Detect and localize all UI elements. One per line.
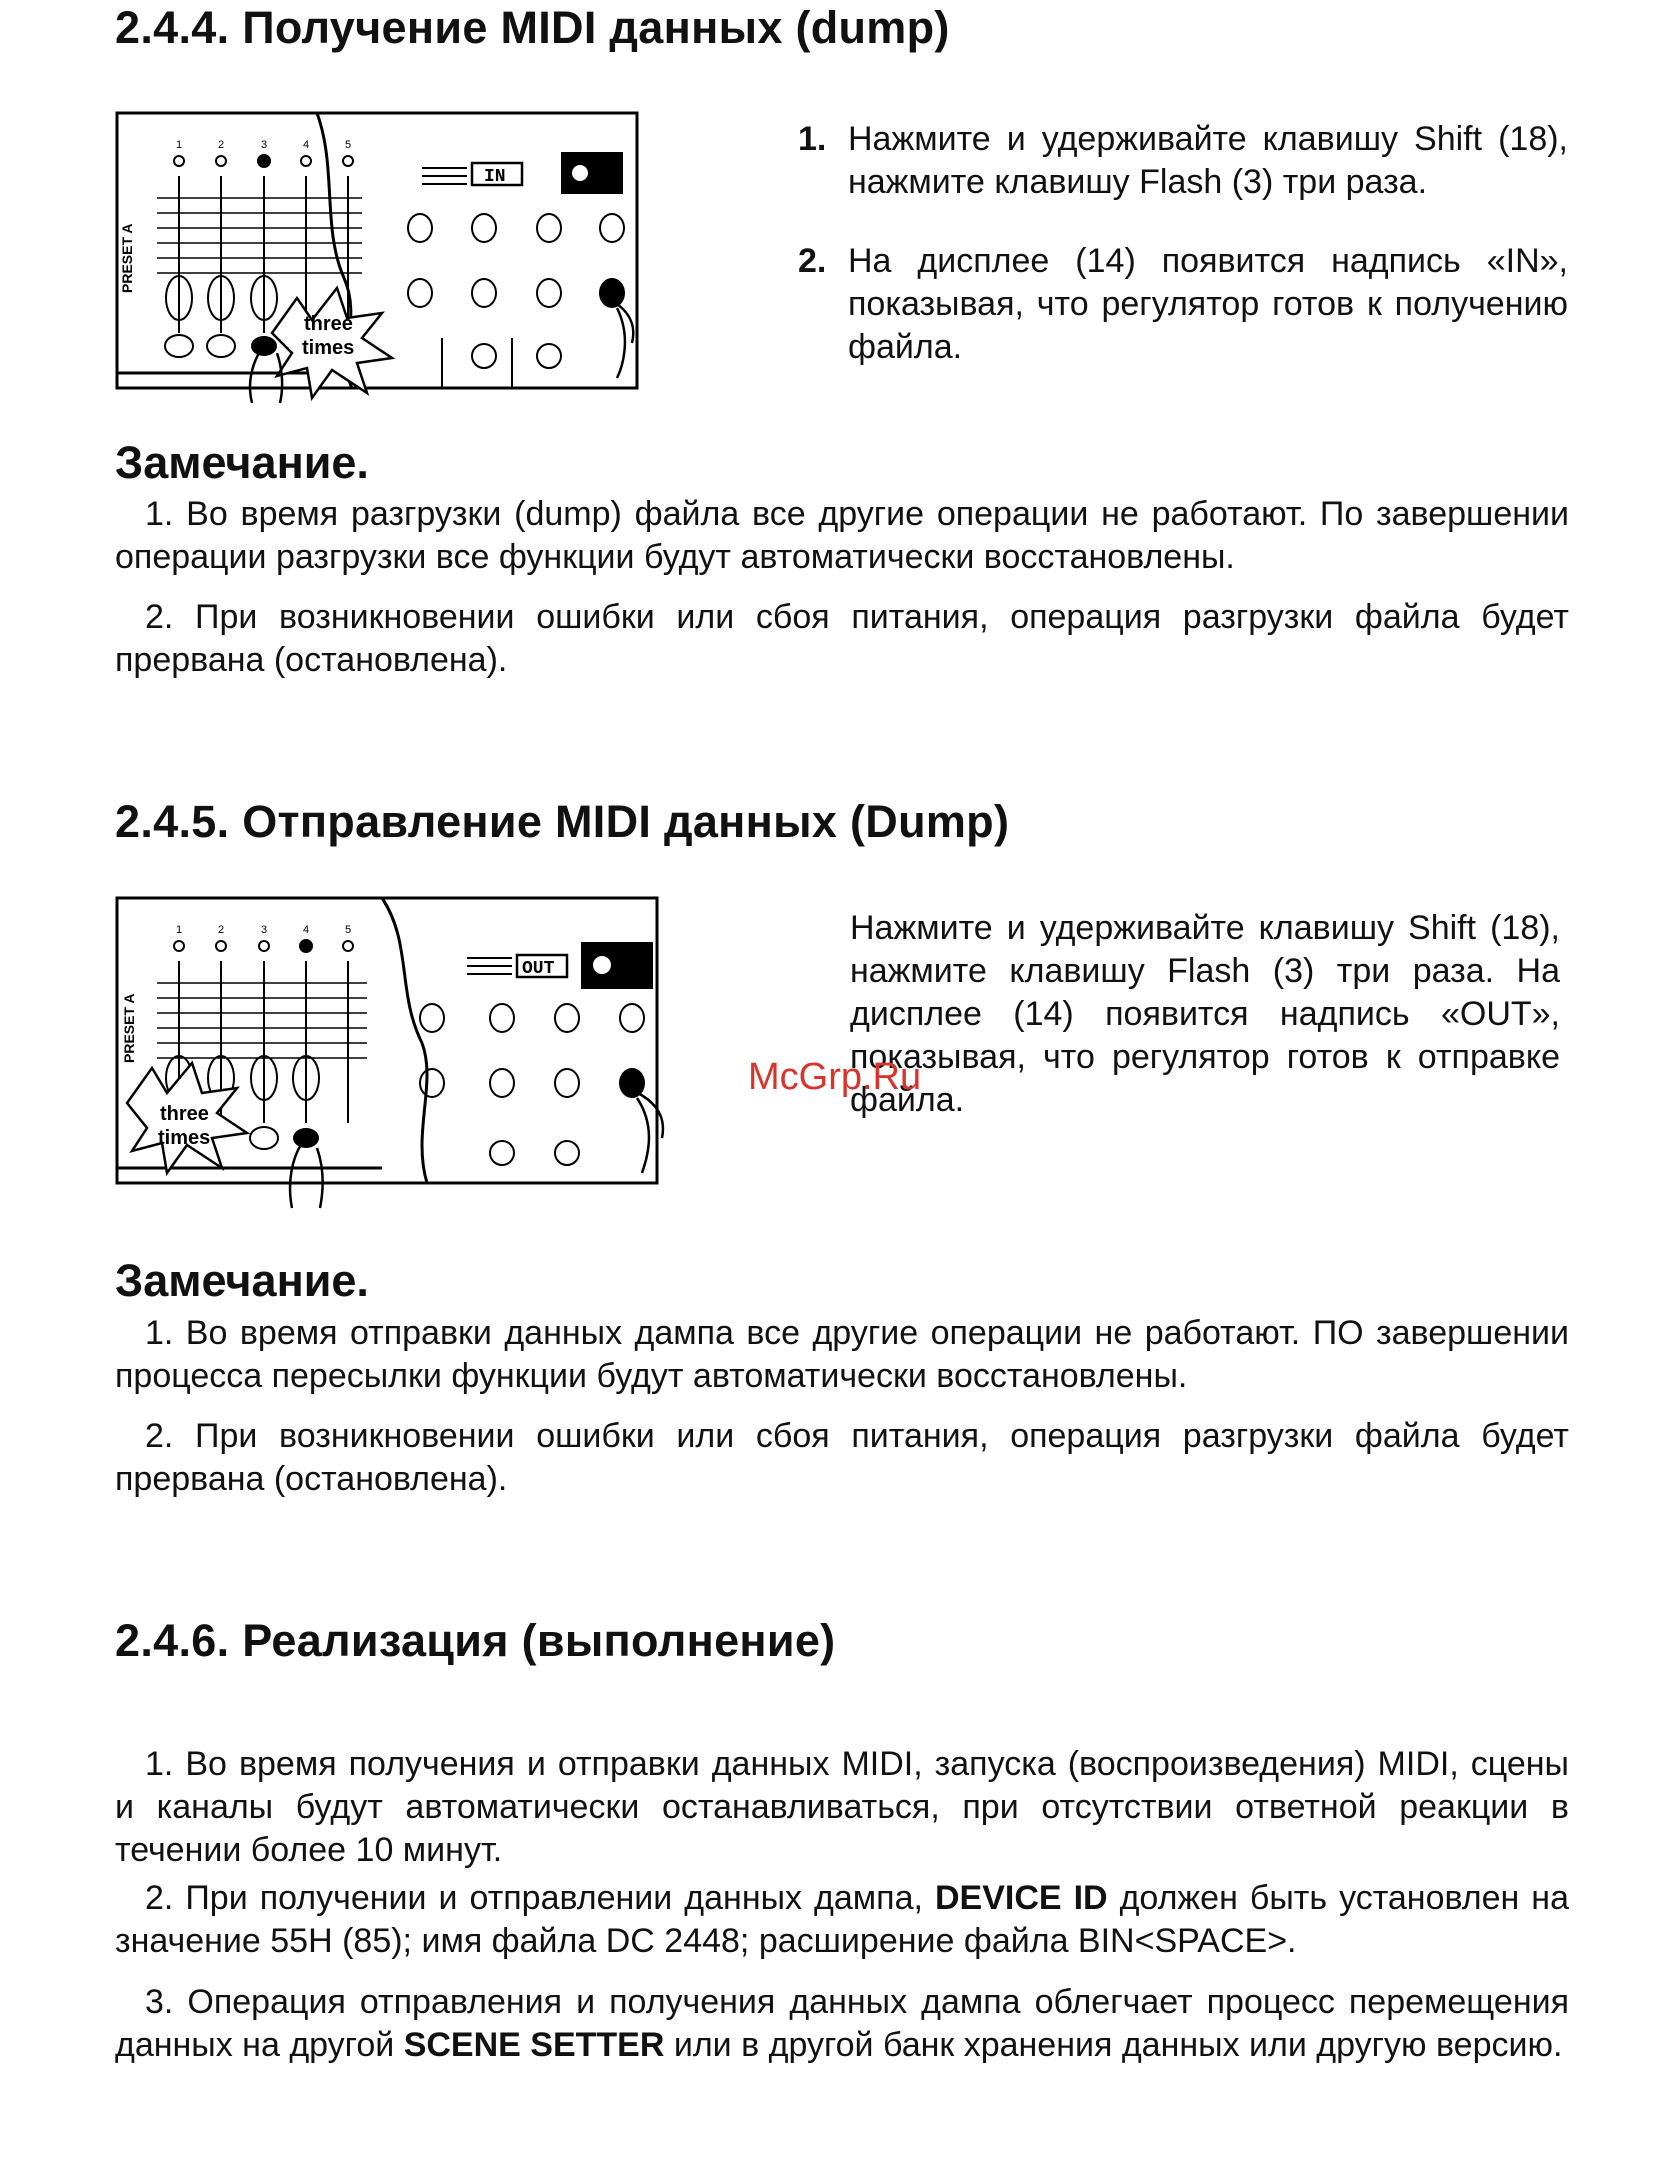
note-heading: Замечание. xyxy=(115,1255,369,1306)
section-title-2-4-6: 2.4.6. Реализация (выполнение) xyxy=(115,1615,836,1666)
controller-illustration-receive xyxy=(112,108,672,408)
channel-number: 4 xyxy=(303,924,310,936)
impl-p3-text-a: 3. Операция отправления и получения данных дампа облегчает процесс перемещения данных на другой xyxy=(115,1983,1569,2064)
step-1-receive xyxy=(798,118,1568,204)
note-2: 2. При возникновении ошибки или сбоя питания, операция разгрузки файла будет прервана (остановлена). xyxy=(115,1417,1569,1498)
watermark: McGrp.Ru xyxy=(748,1056,922,1098)
display-readout: OUT xyxy=(522,959,555,979)
callout-times: times xyxy=(302,337,355,359)
step-2-receive xyxy=(798,240,1568,369)
impl-paragraph-3 xyxy=(115,1981,1569,2067)
channel-number: 2 xyxy=(218,139,225,151)
note-1: 1. Во время разгрузки (dump) файла все другие операции не работают. По завершении операции разгрузки все функции будут автоматически восстановлены. xyxy=(115,495,1569,576)
preset-label: PRESET A xyxy=(119,223,135,293)
callout-times: times xyxy=(158,1127,211,1149)
send-instructions: Нажмите и удерживайте клавишу Shift (18), нажмите клавишу Flash (3) три раза. На дисплее (14) появится надпись «OUT», показывая, что регулятор готов к отправке файла. xyxy=(850,909,1560,1119)
impl-paragraph-2 xyxy=(115,1877,1569,1963)
impl-p2-text-b: должен быть установлен на значение 55H (85); имя файла DC 2448; расширение файла BIN<SPACE>. xyxy=(115,1879,1569,1960)
section-title-2-4-4: 2.4.4. Получение MIDI данных (dump) xyxy=(115,2,950,53)
channel-number: 1 xyxy=(176,924,183,936)
display-readout: IN xyxy=(484,167,506,187)
channel-number: 2 xyxy=(218,924,225,936)
note-1: 1. Во время отправки данных дампа все другие операции не работают. ПО завершении процесса пересылки функции будут автоматически восстановлены. xyxy=(115,1314,1569,1395)
callout-three: three xyxy=(304,313,353,335)
step-number: 2. xyxy=(798,242,827,280)
channel-number: 1 xyxy=(176,139,183,151)
impl-p3-text-b: или в другой банк хранения данных или другую версию. xyxy=(664,2026,1563,2064)
impl-p2-text-a: 2. При получении и отправлении данных дампа, xyxy=(145,1879,935,1917)
step-text: Нажмите и удерживайте клавишу Shift (18), нажмите клавишу Flash (3) три раза. xyxy=(848,120,1568,201)
channel-number: 4 xyxy=(303,139,310,151)
scene-setter-keyword: SCENE SETTER xyxy=(403,2026,665,2064)
channel-number: 5 xyxy=(345,139,352,151)
channel-number: 3 xyxy=(261,924,268,936)
step-number: 1. xyxy=(798,120,827,158)
channel-number: 3 xyxy=(261,139,268,151)
note-2: 2. При возникновении ошибки или сбоя питания, операция разгрузки файла будет прервана (остановлена). xyxy=(115,598,1569,679)
preset-label: PRESET A xyxy=(121,993,137,1063)
channel-number: 5 xyxy=(345,924,352,936)
impl-paragraph-1: 1. Во время получения и отправки данных MIDI, запуска (воспроизведения) MIDI, сцены и каналы будут автоматически останавливаться, при отсутствии ответной реакции в течении более 10 минут. xyxy=(115,1745,1569,1869)
device-id-keyword: DEVICE ID xyxy=(934,1879,1108,1917)
note-heading: Замечание. xyxy=(115,437,369,488)
step-text: На дисплее (14) появится надпись «IN», показывая, что регулятор готов к получению файла. xyxy=(848,242,1568,366)
callout-three: three xyxy=(160,1103,209,1125)
controller-illustration-send xyxy=(112,893,712,1223)
section-title-2-4-5: 2.4.5. Отправление MIDI данных (Dump) xyxy=(115,796,1010,847)
